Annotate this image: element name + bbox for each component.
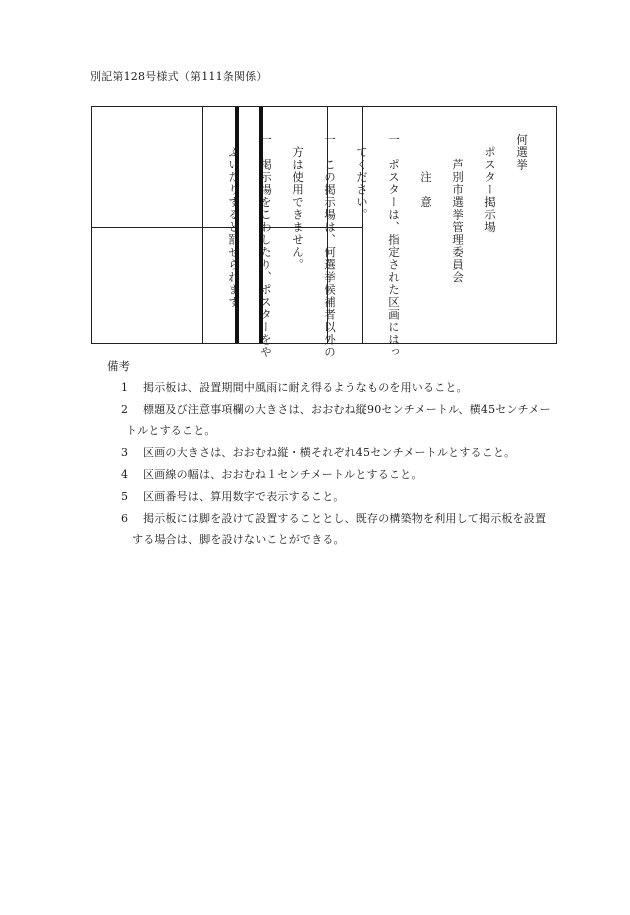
- remark-item: 4 区画線の幅は、おおむね１センチメートルとすること。: [121, 468, 423, 481]
- notice-line: 一 ポスターは、指定された区画にはっ: [387, 133, 401, 359]
- remark-item: 6 掲示板には脚を設けて設置することとし、既存の構築物を利用して掲示板を設置: [121, 512, 547, 525]
- remark-item: 3 区画の大きさは、おおむね縦・横それぞれ45センチメートルとすること。: [121, 446, 516, 459]
- remark-item-continuation: トルとすること。: [126, 424, 216, 437]
- remarks-title: 備考: [107, 359, 130, 373]
- remark-item: 5 区画番号は、算用数字で表示すること。: [121, 490, 345, 503]
- remark-item: 2 標題及び注意事項欄の大きさは、おおむね縦90センチメートル、横45センチメー: [121, 403, 551, 416]
- poster-board-diagram: [91, 106, 557, 359]
- notice-line: ポスター掲示場: [483, 133, 497, 234]
- remark-item-continuation: する場合は、脚を設けないことができる。: [132, 533, 345, 546]
- notice-line: 一 この掲示場は、何選挙候補者以外の: [323, 133, 337, 359]
- notice-line: てください。: [355, 133, 369, 222]
- notice-line: 注 意: [419, 133, 433, 209]
- notice-line: 方は使用できません。: [291, 133, 305, 272]
- form-title: 別記第128号様式（第111条関係）: [90, 70, 268, 83]
- column-divider: [202, 107, 203, 343]
- notice-line: 一 掲示場をこわしたり、ポスターをや: [259, 133, 273, 359]
- notice-line: 何選挙: [515, 133, 529, 172]
- remark-item: 1 掲示板は、設置期間中風雨に耐え得るようなものを用いること。: [121, 381, 468, 394]
- notice-text: [210, 115, 546, 359]
- notice-line: 芦別市選挙管理委員会: [451, 133, 465, 284]
- notice-line: ぶいたりすると罰せられます。: [227, 133, 241, 322]
